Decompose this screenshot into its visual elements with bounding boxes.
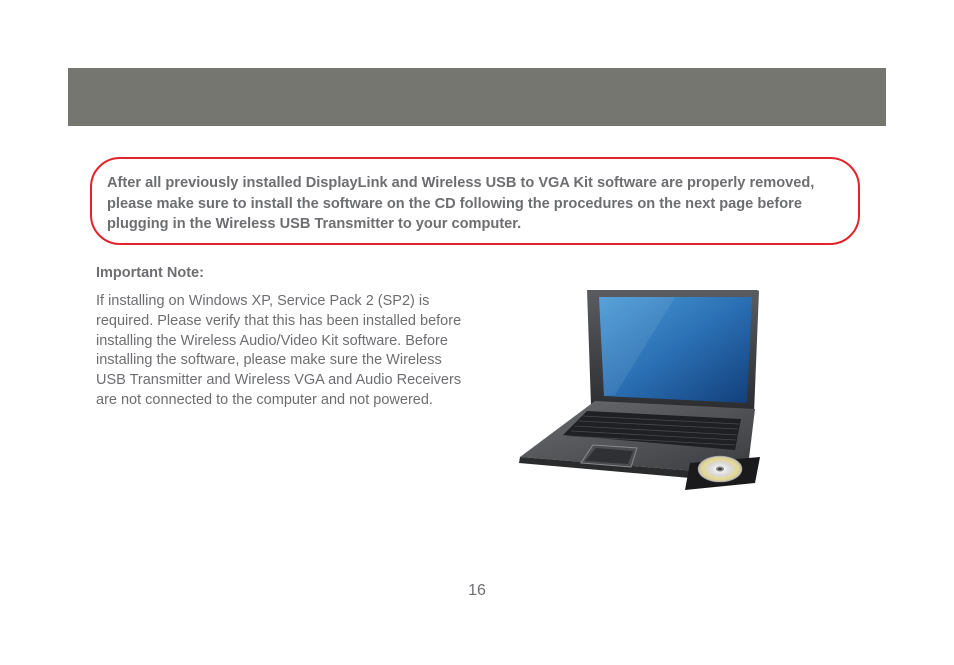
page-number: 16 (468, 582, 486, 599)
laptop-with-cd-tray-icon (515, 285, 760, 507)
warning-text: After all previously installed DisplayLink and Wireless USB to VGA Kit software are properly removed, please make sure to install the software on the CD following the procedures on the next page before plugging in the Wireless USB Transmitter to your computer. (107, 175, 815, 232)
header-bar (68, 68, 886, 126)
note-heading: Important Note: (96, 265, 204, 281)
note-body: If installing on Windows XP, Service Pack 2 (SP2) is required. Please verify that this has been installed before installing the Wireless Audio/Video Kit software. Before installing the software, please make sure the Wireless USB Transmitter and Wireless VGA and Audio Receivers are not connected to the computer and not powered. (96, 293, 462, 408)
